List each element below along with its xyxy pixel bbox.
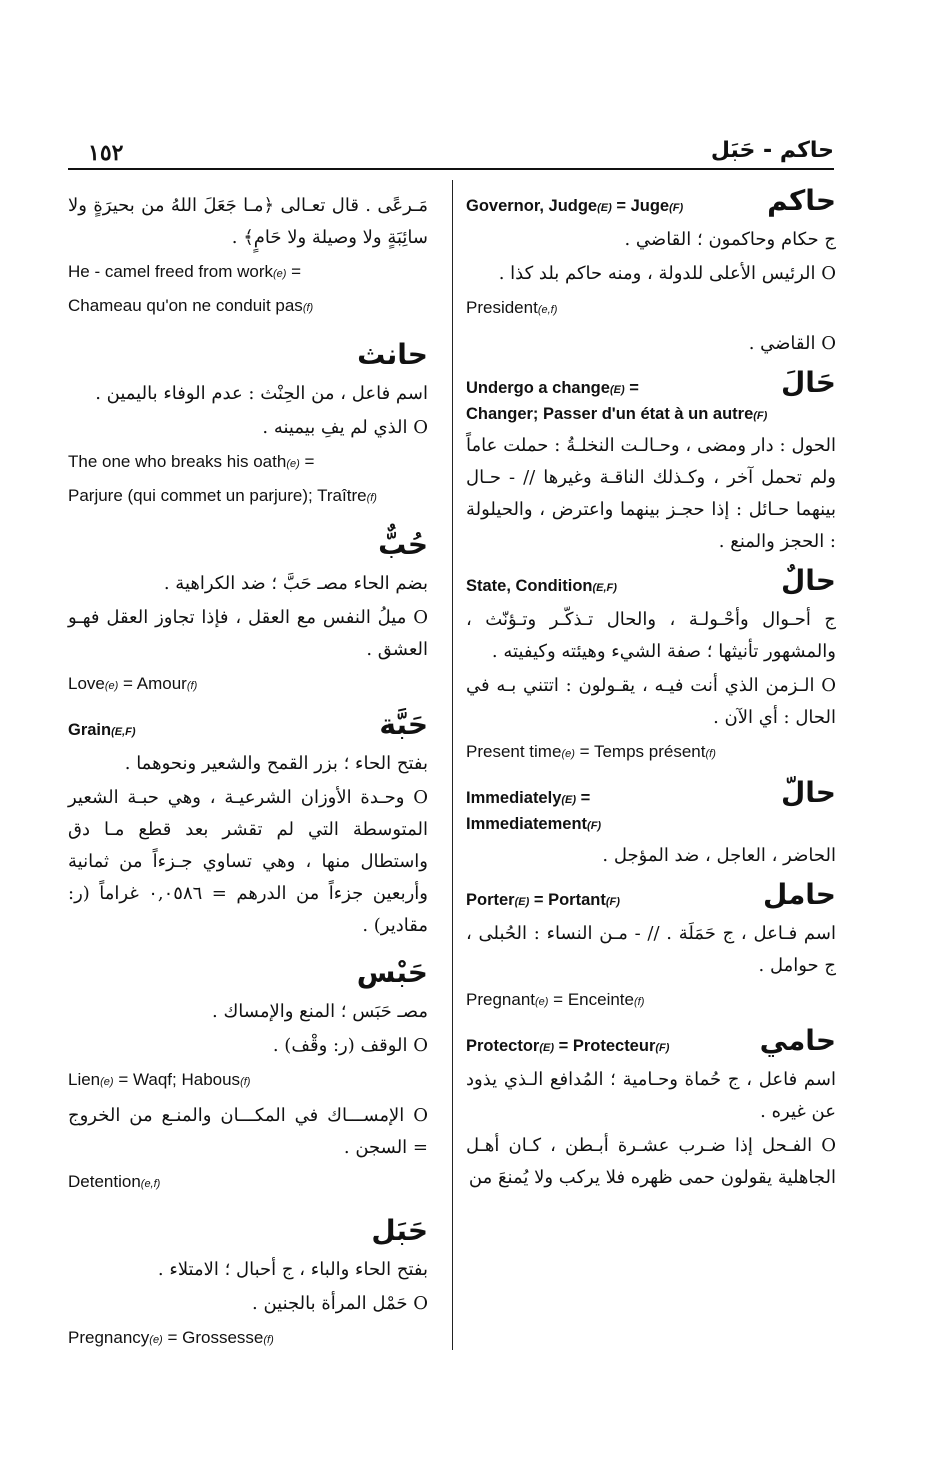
gloss-equivalent: = Portant — [529, 891, 606, 909]
gloss-text: Undergo a change — [466, 379, 610, 397]
left-column — [68, 188, 428, 1366]
language-tag: (F) — [587, 820, 602, 832]
headword: حَبَّة — [379, 708, 428, 741]
entry-habs — [68, 952, 428, 1200]
gloss-text: Protector — [466, 1037, 540, 1055]
arabic-definition: الحول : دار ومضى ، وحـالـت النخلـةُ : حملت عاماً ولم تحمل آخر ، وكـذلك الناقـة وغيرها // - حـال بينهما حـائل : إذا حجـز بينهما واعترض ، والحيلولة : الحجز والمنع . — [466, 435, 836, 552]
entry-hal-state — [466, 564, 836, 770]
arabic-definition: اسم فاعل ، ج حُماة وحـامية ؛ المُدافع الـذي يذود عن غيره . — [466, 1069, 836, 1122]
headword: حامل — [762, 878, 836, 911]
translation-equivalent: = Amour — [118, 674, 187, 693]
translation — [68, 1064, 428, 1098]
translation — [466, 292, 836, 326]
translation-text: He - camel freed from work — [68, 262, 273, 281]
arabic-definition: بفتح الحاء والباء ، ج أحبال ؛ الامتلاء . — [157, 1259, 428, 1280]
language-tag: (e) — [100, 1076, 114, 1088]
language-tag: (E) — [597, 202, 612, 214]
language-tag: (F) — [605, 896, 620, 908]
language-tag: (E,F) — [592, 582, 617, 594]
gloss-equivalent: = Protecteur — [554, 1037, 656, 1055]
arabic-definition: O الرئيس الأعلى للدولة ، ومنه حاكم بلد كذا . — [498, 263, 836, 284]
entry-hall — [466, 776, 836, 872]
arabic-definition: الحاضر ، العاجل ، ضد المؤجل . — [602, 845, 836, 866]
entry-head — [466, 776, 836, 838]
language-tag: (e) — [561, 748, 575, 760]
entry-habba — [68, 708, 428, 942]
translation-text: Pregnancy — [68, 1328, 150, 1347]
headword: حالّ — [781, 776, 836, 809]
translation-text: Pregnant — [466, 990, 535, 1009]
entry-head — [68, 708, 428, 746]
language-tag: (e,f) — [140, 1178, 161, 1190]
entry-head — [466, 184, 836, 222]
language-tag: (e,f) — [537, 304, 558, 316]
language-tag: (e) — [104, 680, 119, 692]
entry-head — [466, 878, 836, 916]
page-number: ١٥٢ — [88, 140, 124, 166]
translation — [466, 984, 836, 1018]
arabic-definition: O القاضي . — [748, 333, 836, 354]
gloss-text: Immediately — [466, 789, 562, 807]
arabic-definition: O حَمْل المرأة بالجنين . — [252, 1293, 428, 1314]
gloss-text-2: Changer; Passer d'un état à un autre — [466, 405, 754, 423]
entry-habal — [68, 1210, 428, 1356]
arabic-definition: ج أحـوال وأحْـولـة ، والحال تـذكّـر وتـؤنّث ، والمشهور تأنيثها ؛ صفة الشيء وهيئته وكيفيته . — [466, 609, 836, 662]
headword: حاكم — [767, 184, 836, 217]
entry-hala — [466, 366, 836, 558]
headword: حَبْس — [356, 956, 428, 989]
translation-equivalent: = — [286, 262, 302, 281]
gloss-text: Porter — [466, 891, 515, 909]
headword: حَبَل — [371, 1214, 428, 1247]
arabic-definition: اسم فاعل ، من الحِنْث : عدم الوفاء باليمين . — [95, 383, 428, 404]
translation-equivalent: = Enceinte — [548, 990, 634, 1009]
language-tag: (f) — [186, 680, 198, 692]
language-tag: (f) — [263, 1334, 274, 1346]
headword: حَالَ — [781, 366, 836, 399]
translation — [68, 1322, 428, 1356]
translation — [68, 290, 428, 324]
translation-text: Present time — [466, 742, 562, 761]
language-tag: (E) — [561, 794, 577, 806]
language-tag: (e) — [535, 996, 549, 1008]
entry-hami — [466, 1024, 836, 1194]
entry-hubb — [68, 524, 428, 702]
arabic-definition: O الإمســـاك في المكـــان والمنـع من الخروج = السجن . — [68, 1105, 428, 1158]
language-tag: (f) — [240, 1076, 251, 1088]
language-tag: (f) — [366, 492, 377, 504]
translation — [466, 736, 836, 770]
translation-text: Chameau qu'on ne conduit pas — [68, 296, 303, 315]
headword: حانث — [357, 338, 428, 371]
translation-text: Detention — [68, 1172, 141, 1191]
arabic-definition: O الـزمن الذي أنت فيـه ، يقـولون : اتتني بـه في الحال : أي الآن . — [466, 675, 836, 728]
arabic-definition: O الفـحل إذا ضـرب عشـرة أبـطن ، كـان أهـل الجاهلية يقولون حمى ظهره فلا يركب ولا يُمنعَ من — [466, 1135, 836, 1188]
arabic-definition: مَـرعًى . قال تعـالى ﴿مـا جَعَلَ اللهُ من بحيرَةٍ ولا سائِبَةٍ ولا وصيلة ولا حَامٍ﴾ . — [68, 195, 428, 248]
arabic-definition: O ميلُ النفس مع العقل ، فإذا تجاوز العقل فهـو العشق . — [68, 607, 428, 660]
headword: حامي — [759, 1024, 836, 1057]
arabic-definition: مصـ حَبَس ؛ المنع والإمساك . — [212, 1001, 428, 1022]
translation-equivalent: = Temps présent — [574, 742, 706, 761]
translation-text: The one who breaks his oath — [68, 452, 287, 471]
gloss-text: State, Condition — [466, 577, 593, 595]
language-tag: (F) — [753, 410, 768, 422]
gloss-equivalent: = Juge — [611, 197, 670, 215]
language-tag: (e) — [286, 458, 300, 470]
entry-head — [466, 564, 836, 602]
translation — [68, 1166, 428, 1200]
gloss — [68, 712, 428, 744]
language-tag: (f) — [633, 996, 645, 1008]
header-rule — [68, 168, 834, 170]
arabic-definition: اسم فـاعل ، ج حَمَلَة . // - مـن النساء : الحُبلى ، ج حوامل . — [466, 923, 836, 976]
entry-head — [466, 366, 836, 428]
gloss-equivalent: = — [624, 379, 639, 397]
translation — [68, 256, 428, 290]
headword: حُبٌّ — [378, 528, 428, 561]
headword: حالٌ — [781, 564, 836, 597]
translation — [68, 446, 428, 480]
language-tag: (F) — [655, 1042, 670, 1054]
entry-continuation — [68, 190, 428, 324]
entry-hamil — [466, 878, 836, 1018]
translation — [68, 668, 428, 702]
column-divider — [452, 180, 453, 1350]
arabic-definition: O وحـدة الأوزان الشرعيـة ، وهي حبـة الشعير المتوسطة التي لم تقشر بعد قطع مـا دق واستطال منها ، وهي تساوي جـزءاً من ثمانية وأربعين جزءاً من الدرهم = ٠,٠٥٨٦ غراماً (ر: مقادير) . — [68, 787, 428, 936]
translation-text: Parjure (qui commet un parjure); Traître — [68, 486, 367, 505]
language-tag: (F) — [669, 202, 684, 214]
entry-hanith — [68, 334, 428, 514]
language-tag: (E) — [609, 384, 625, 396]
running-head: حاكم - حَبَل — [710, 138, 834, 163]
translation-text: Lien — [68, 1070, 101, 1089]
gloss-text-2: Immediatement — [466, 815, 588, 833]
arabic-definition: بضم الحاء مصـ حَبَّ ؛ ضد الكراهية . — [163, 573, 428, 594]
language-tag: (e) — [149, 1334, 163, 1346]
translation-text: President — [466, 298, 538, 317]
translation-equivalent: = Grossesse — [162, 1328, 264, 1347]
language-tag: (E,F) — [111, 726, 136, 738]
arabic-definition: O الوقف (ر: وقْف) . — [272, 1035, 428, 1056]
translation-text: Love — [68, 674, 105, 693]
gloss-equivalent: = — [576, 789, 591, 807]
language-tag: (E) — [539, 1042, 555, 1054]
gloss-text: Grain — [68, 721, 112, 739]
gloss-text: Governor, Judge — [466, 197, 598, 215]
entry-hakim — [466, 184, 836, 360]
arabic-definition: O الذي لم يفِ بيمينه . — [262, 417, 428, 438]
page-header — [68, 128, 834, 168]
language-tag: (e) — [273, 268, 287, 280]
right-column — [466, 184, 836, 1204]
arabic-definition: بفتح الحاء ؛ بزر القمح والشعير ونحوهما . — [124, 753, 428, 774]
language-tag: (f) — [705, 748, 716, 760]
translation-equivalent: = Waqf; Habous — [113, 1070, 241, 1089]
arabic-definition: ج حكام وحاكمون ؛ القاضي . — [624, 229, 836, 250]
translation-equivalent: = — [299, 452, 315, 471]
translation — [68, 480, 428, 514]
language-tag: (E) — [514, 896, 530, 908]
entry-head — [466, 1024, 836, 1062]
language-tag: (f) — [302, 302, 314, 314]
